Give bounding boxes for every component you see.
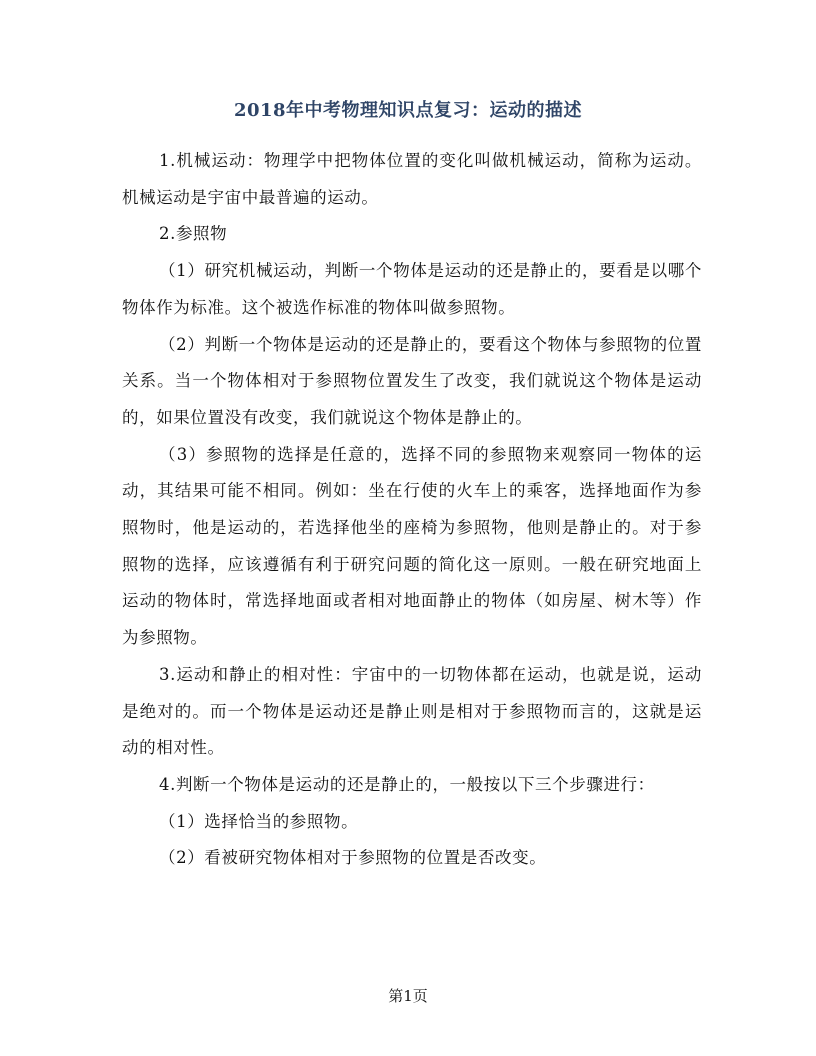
document-body <box>122 143 702 877</box>
paragraph-mechanical-motion: 1.机械运动：物理学中把物体位置的变化叫做机械运动，简称为运动。机械运动是宇宙中最普遍的运动。 <box>122 151 702 207</box>
document-title: 2018年中考物理知识点复习：运动的描述 <box>233 100 583 121</box>
paragraph-relativity: 3.运动和静止的相对性：宇宙中的一切物体都在运动，也就是说，运动是绝对的。而一个物体是运动还是静止则是相对于参照物而言的，这就是运动的相对性。 <box>122 664 702 758</box>
paragraph-reference-1: （1）研究机械运动，判断一个物体是运动的还是静止的，要看是以哪个物体作为标准。这个被选作标准的物体叫做参照物。 <box>122 261 702 317</box>
paragraph-judgement-steps: 4.判断一个物体是运动的还是静止的，一般按以下三个步骤进行： <box>159 774 655 794</box>
page-number: 第1页 <box>388 987 428 1005</box>
paragraph-reference-heading: 2.参照物 <box>159 224 228 244</box>
paragraph-reference-2: （2）判断一个物体是运动的还是静止的，要看这个物体与参照物的位置关系。当一个物体相对于参照物位置发生了改变，我们就说这个物体是运动的，如果位置没有改变，我们就说这个物体是静止的。 <box>122 334 702 427</box>
paragraph-step-2: （2）看被研究物体相对于参照物的位置是否改变。 <box>159 848 547 868</box>
paragraph-reference-3: （3）参照物的选择是任意的，选择不同的参照物来观察同一物体的运动，其结果可能不相同。例如：坐在行使的火车上的乘客，选择地面作为参照物时，他是运动的，若选择他坐的座椅为参照物，他则是静止的。对于参照物的选择，应该遵循有利于研究问题的简化这一原则。一般在研究地面上运动的物体时，常选择地面或者相对地面静止的物体（如房屋、树木等）作为参照物。 <box>122 444 702 648</box>
paragraph-step-1: （1）选择恰当的参照物。 <box>159 811 359 831</box>
